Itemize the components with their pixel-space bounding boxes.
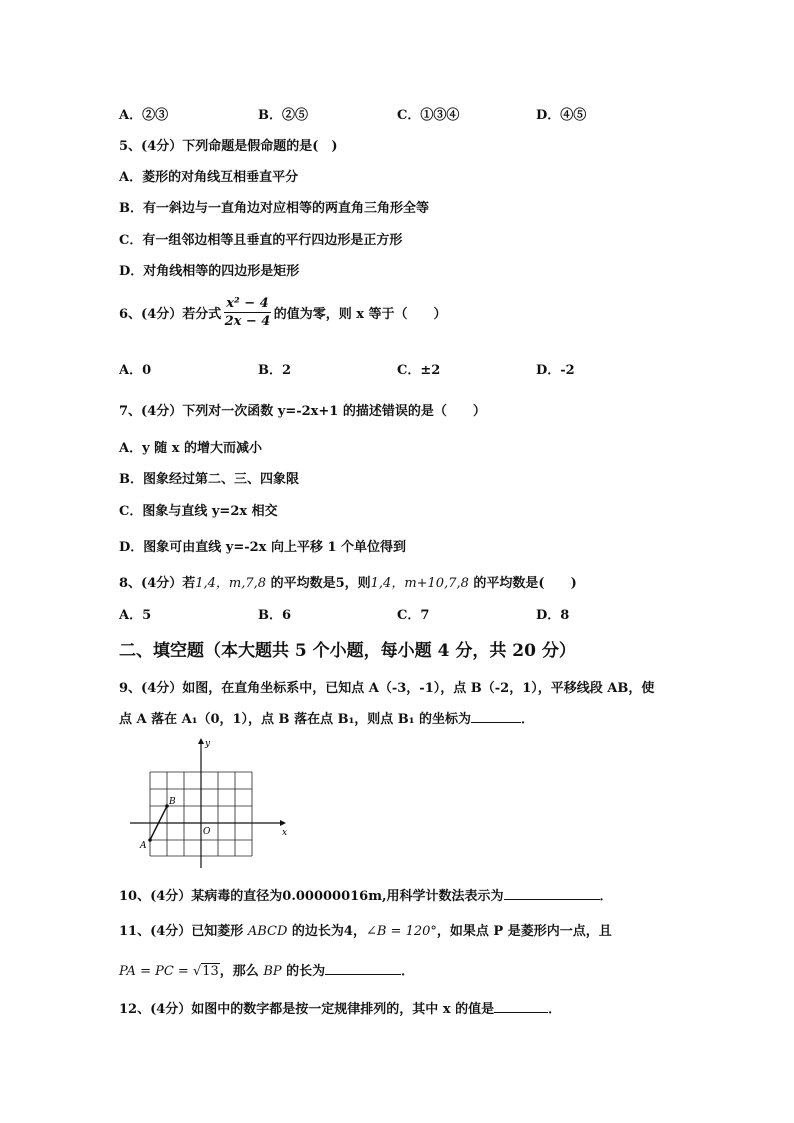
q8-stem-2: 的平均数是5，则: [266, 576, 371, 591]
q8-option-c: C．7: [397, 608, 430, 623]
origin-label: O: [203, 827, 211, 837]
point-b-label: B: [169, 797, 176, 807]
q11-sqrt: √13: [192, 964, 219, 979]
y-axis-arrow: [198, 738, 204, 744]
q6-option-b: B．2: [258, 363, 292, 378]
q8-set-1: 1,4，m,7,8: [195, 576, 267, 591]
q8-stem: [119, 572, 577, 591]
q11-end: ．: [401, 964, 415, 979]
q9-coordinate-figure: [124, 734, 304, 874]
q4-option-b: B．②⑤: [258, 108, 308, 123]
q9-line-1: 9、(4分）如图，在直角坐标系中，已知点 A（-3，-1），点 B（-2，1），平移线段 AB，使: [119, 681, 655, 696]
q11-text-d: ，那么: [219, 964, 264, 979]
q11-answer-blank[interactable]: [325, 960, 401, 975]
q9-end: ．: [521, 712, 535, 727]
q11-equation: PA = PC =: [119, 964, 193, 979]
q6-fraction: [224, 296, 270, 329]
q4-option-a: A．②③: [119, 108, 169, 123]
q11-sqrt-value: 13: [202, 964, 219, 979]
q5-option-a: A．菱形的对角线互相垂直平分: [119, 170, 299, 185]
q4-option-d: D．④⑤: [536, 108, 587, 123]
q7-stem: 7、(4分）下列对一次函数 y=-2x+1 的描述错误的是（ ）: [119, 404, 486, 419]
q11-line-1: [119, 920, 612, 939]
point-a-label: A: [140, 841, 147, 851]
q4-option-c: C．①③④: [397, 108, 460, 123]
q5-option-d: D．对角线相等的四边形是矩形: [119, 264, 300, 279]
q5-option-b: B．有一斜边与一直角边对应相等的两直角三角形全等: [119, 201, 429, 216]
q12-line: [119, 998, 561, 1017]
q11-bp: BP: [263, 964, 282, 979]
q11-angle: ∠B = 120°: [365, 924, 437, 939]
q11-line-2: [119, 960, 414, 979]
q7-option-a: A．y 随 x 的增大而减小: [119, 441, 262, 456]
q11-text-e: 的长为: [281, 964, 326, 979]
q8-option-d: D．8: [536, 608, 570, 623]
q12-text: 12、(4分）如图中的数字都是按一定规律排列的，其中 x 的值是: [119, 1002, 495, 1017]
x-axis-arrow: [280, 820, 286, 826]
y-axis-label: y: [205, 739, 211, 749]
q12-end: ．: [548, 1002, 562, 1017]
q11-text-a: 11、(4分）已知菱形: [119, 924, 248, 939]
q5-option-c: C．有一组邻边相等且垂直的平行四边形是正方形: [119, 233, 403, 248]
q8-option-a: A．5: [119, 608, 152, 623]
q11-text-c: ，如果点 P 是菱形内一点，且: [436, 924, 612, 939]
q9-answer-blank[interactable]: [471, 708, 521, 723]
section-2-title: 二、填空题（本大题共 5 个小题，每小题 4 分，共 20 分）: [119, 641, 576, 661]
q11-abcd: ABCD: [247, 924, 288, 939]
q6-option-d: D．-2: [536, 363, 575, 378]
q6-stem-before: 6、(4分）若分式: [119, 307, 222, 322]
q10-answer-blank[interactable]: [504, 885, 600, 900]
x-axis-label: x: [282, 828, 288, 838]
q6-stem-after: 的值为零，则 x 等于（ ）: [273, 307, 447, 322]
q8-stem-1: 8、(4分）若: [119, 576, 196, 591]
q6-numerator: x² − 4: [226, 296, 269, 311]
q6-option-c: C．±2: [397, 363, 441, 378]
q7-option-d: D．图象可由直线 y=-2x 向上平移 1 个单位得到: [119, 540, 407, 555]
q10-end: ．: [599, 889, 613, 904]
q8-set-2: 1,4，m+10,7,8: [370, 576, 469, 591]
point-a: [148, 838, 152, 842]
q6-denominator: 2x − 4: [224, 314, 271, 329]
q12-answer-blank[interactable]: [494, 998, 548, 1013]
q9-line-2: [119, 708, 534, 727]
q8-option-b: B．6: [258, 608, 292, 623]
q11-text-b: 的边长为4，: [287, 924, 366, 939]
q9-line-2-text: 点 A 落在 A₁（0，1），点 B 落在点 B₁，则点 B₁ 的坐标为: [119, 712, 472, 727]
q5-stem: 5、(4分）下列命题是假命题的是( ): [119, 139, 338, 154]
q6-stem: [119, 296, 447, 329]
q6-option-a: A．0: [119, 363, 152, 378]
q7-option-b: B．图象经过第二、三、四象限: [119, 472, 299, 487]
q8-stem-3: 的平均数是( ): [468, 576, 577, 591]
q7-option-c: C．图象与直线 y=2x 相交: [119, 504, 278, 519]
q10-text: 10、(4分）某病毒的直径为0.00000016m,用科学计数法表示为: [119, 889, 504, 904]
q10-line: [119, 885, 613, 904]
